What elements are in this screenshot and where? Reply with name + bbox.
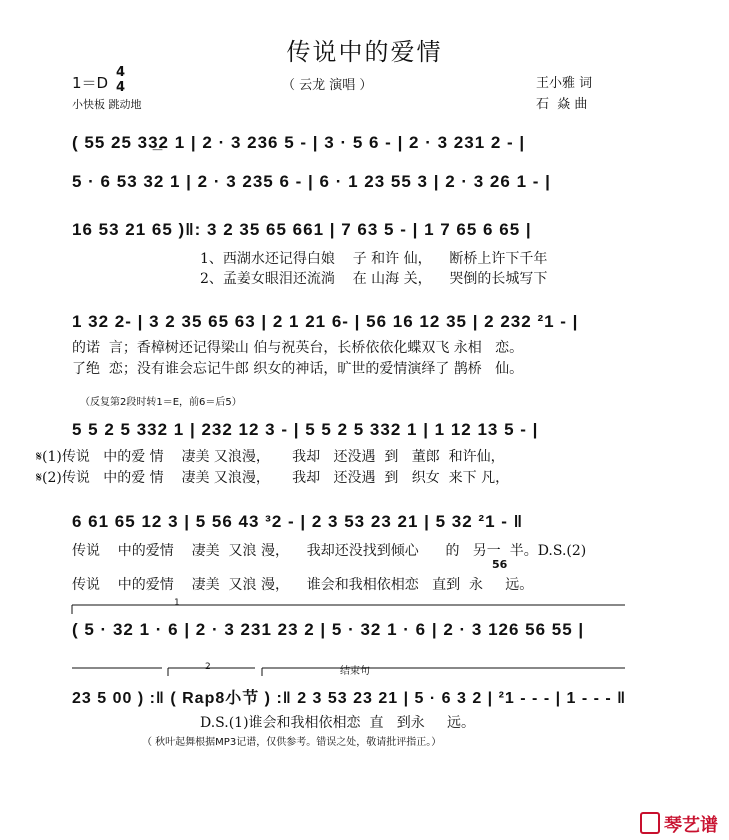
- volta-2-label: 2: [205, 662, 211, 672]
- ending-label: 结束句: [340, 666, 370, 677]
- song-title: 传说中的爱情: [286, 38, 443, 66]
- notation-row-8: 23 5 00 ) :‖ ( Rap8小节 ) :‖ 2 3 53 23 21 | 5 · 6 3 2 | ²1 - - - | 1 - - - ‖: [72, 690, 627, 707]
- lyric-verse1-line1: 1、西湖水还记得白娘 子 和许 仙， 断桥上许下千年: [200, 251, 548, 267]
- lyric-verse2-line2: 了绝 恋；没有谁会忘记牛郎 织女的神话，旷世的爱情演绎了 鹊桥 仙。: [72, 361, 524, 377]
- notation-row-5: 5 5 2 5 332 1 | 232 12 3 - | 5 5 2 5 332 1 | 1 12 13 5 - |: [72, 420, 539, 439]
- logo-text: 琴艺谱: [664, 815, 718, 836]
- notation-row-7: ( 5 · 32 1 · 6 | 2 · 3 231 23 2 | 5 · 32 1 · 6 | 2 · 3 126 56 55 |: [72, 620, 585, 639]
- chorus-line-4: 传说 中的爱情 凄美 又浪 漫， 谁会和我相依相恋 直到 永 远。: [72, 577, 534, 593]
- footer-note: （ 秋叶起舞根据MP3记谱，仅供参考。错误之处，敬请批评指正。）: [142, 737, 442, 748]
- lyricist: 王小雅 词: [536, 76, 593, 91]
- chorus-line-1: 𝄋(1)传说 中的爱 情 凄美 又浪漫， 我却 还没遇 到 董郎 和许仙，: [36, 449, 505, 465]
- lyric-verse2-line1: 2、孟姜女眼泪还流淌 在 山海 关， 哭倒的长城写下: [200, 271, 548, 287]
- chorus-line-2: 𝄋(2)传说 中的爱 情 凄美 又浪漫， 我却 还没遇 到 织女 来下 凡，: [36, 470, 510, 486]
- repeat-note: （反复第2段时转1＝E，前6＝后5）: [80, 397, 242, 408]
- time-top: 4: [116, 65, 126, 80]
- performer: （ 云龙 演唱 ）: [282, 78, 373, 93]
- alt-notes: 56: [492, 558, 508, 571]
- notation-row-6: 6 61 65 12 3 | 5 56 43 ³2 - | 2 3 53 23 21 | 5 32 ²1 - ‖: [72, 512, 524, 531]
- notation-row-1: ( 55 25 33̲2 1 | 2 · 3 236 5 - | 3 · 5 6 - | 2 · 3 231 2 - |: [72, 133, 526, 152]
- notation-row-3: 16 53 21 65 )‖: 3 2 35 65 661 | 7 63 5 - | 1 7 65 6 65 |: [72, 220, 532, 239]
- time-bottom: 4: [116, 80, 126, 95]
- notation-row-2: 5 · 6 53 32 1 | 2 · 3 235 6 - | 6 · 1 23 55 3 | 2 · 3 26 1 - |: [72, 172, 551, 191]
- chorus-line-3: 传说 中的爱情 凄美 又浪 漫， 我却还没找到倾心 的 另一 半。D.S.(2): [72, 543, 587, 559]
- tempo-marking: 小快板 跳动地: [72, 98, 142, 111]
- notation-row-4: 1 32 2- | 3 2 35 65 63 | 2 1 21 6- | 56 16 12 35 | 2 232 ²1 - |: [72, 312, 579, 331]
- ending-lyric: D.S.(1)谁会和我相依相恋 直 到永 远。: [200, 715, 476, 731]
- volta-1-label: 1: [174, 598, 180, 608]
- key-signature: 1＝D: [72, 74, 109, 92]
- composer: 石 焱 曲: [536, 97, 588, 112]
- lyric-verse1-line2: 的诺 言；香樟树还记得梁山 伯与祝英台，长桥依依化蝶双飞 永相 恋。: [72, 340, 524, 356]
